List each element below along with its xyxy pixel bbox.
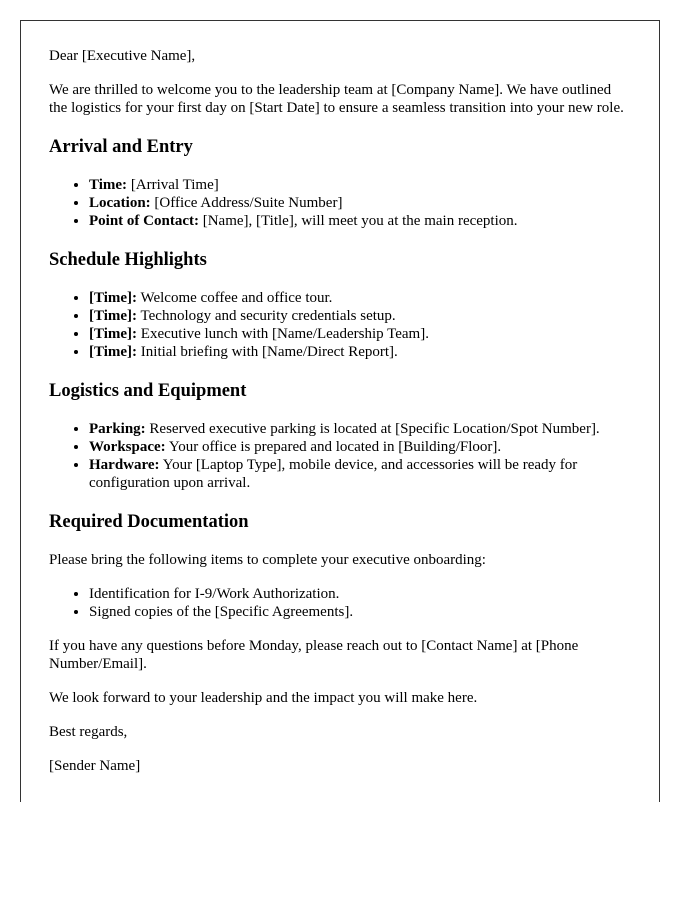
list-item-label: [Time]:: [89, 290, 138, 306]
schedule-list: [49, 289, 631, 361]
list-item-text: Reserved executive parking is located at [Specific Location/Spot Number].: [145, 421, 600, 437]
list-item-label: [Time]:: [89, 326, 138, 342]
list-item: [89, 325, 631, 343]
section-heading-arrival: Arrival and Entry: [49, 137, 193, 157]
list-item-text: Initial briefing with [Name/Direct Report].: [137, 344, 398, 360]
sign-off: Best regards,: [49, 724, 128, 740]
list-item-label: [Time]:: [89, 344, 138, 360]
letter-body: [21, 21, 659, 775]
questions-paragraph: If you have any questions before Monday, please reach out to [Contact Name] at [Phone Number/Email].: [49, 638, 579, 672]
letter-document: [20, 20, 660, 802]
list-item-label: Point of Contact:: [89, 213, 199, 229]
closing-line: We look forward to your leadership and the impact you will make here.: [49, 690, 478, 706]
list-item: [89, 307, 631, 325]
list-item: [89, 194, 631, 212]
list-item: [89, 420, 631, 438]
list-item: [89, 289, 631, 307]
documentation-intro: Please bring the following items to complete your executive onboarding:: [49, 552, 486, 568]
list-item-label: Workspace:: [89, 439, 166, 455]
arrival-list: [49, 176, 631, 230]
greeting: Dear [Executive Name],: [49, 48, 196, 64]
section-heading-documentation: Required Documentation: [49, 512, 249, 532]
list-item-text: Your [Laptop Type], mobile device, and accessories will be ready for configuration upon arrival.: [89, 457, 578, 491]
list-item-text: [Name], [Title], will meet you at the main reception.: [198, 213, 518, 229]
documentation-list: [49, 585, 631, 621]
list-item-label: Time:: [89, 177, 128, 193]
list-item-label: Location:: [89, 195, 151, 211]
list-item-text: [Arrival Time]: [127, 177, 219, 193]
list-item-text: Welcome coffee and office tour.: [137, 290, 333, 306]
list-item-label: Parking:: [89, 421, 146, 437]
list-item-text: Technology and security credentials setup.: [137, 308, 396, 324]
list-item: [89, 456, 631, 492]
sender-name: [Sender Name]: [49, 758, 141, 774]
list-item: • Identification for I-9/Work Authorization.: [89, 585, 631, 603]
list-item-label: Hardware:: [89, 457, 160, 473]
list-item: [89, 343, 631, 361]
list-item: [89, 438, 631, 456]
section-heading-schedule: Schedule Highlights: [49, 250, 207, 270]
list-item-text: [Office Address/Suite Number]: [150, 195, 343, 211]
section-heading-logistics: Logistics and Equipment: [49, 381, 247, 401]
list-item: • Signed copies of the [Specific Agreements].: [89, 603, 631, 621]
list-item-text: Executive lunch with [Name/Leadership Team].: [137, 326, 429, 342]
list-item: [89, 176, 631, 194]
list-item: [89, 212, 631, 230]
intro-paragraph: We are thrilled to welcome you to the leadership team at [Company Name]. We have outlined the logistics for your first day on [Start Date] to ensure a seamless transition into your new role.: [49, 82, 624, 116]
list-item-label: [Time]:: [89, 308, 138, 324]
list-item-text: Your office is prepared and located in [Building/Floor].: [165, 439, 502, 455]
logistics-list: [49, 420, 631, 492]
